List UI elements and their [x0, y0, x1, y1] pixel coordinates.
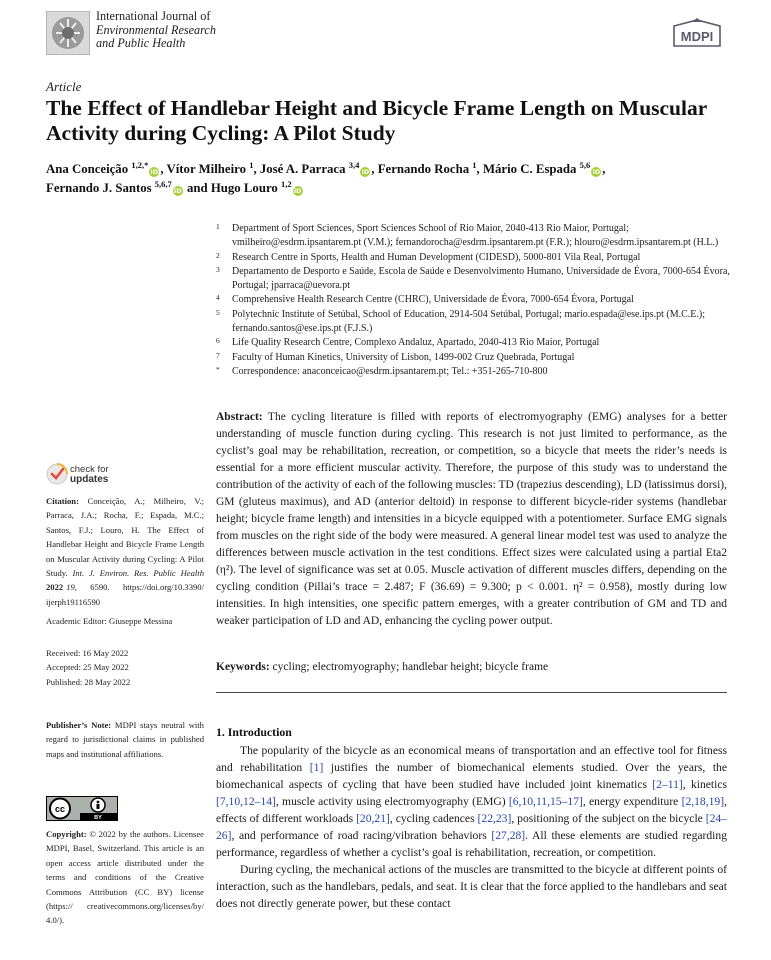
affiliation-number: 5 — [216, 307, 220, 317]
affiliation-number: 6 — [216, 336, 220, 346]
intro-text-segment: , effects of different workloads — [216, 795, 727, 825]
intro-text-segment: , energy expenditure — [582, 795, 682, 808]
author-affiliation-marker: 5,6,7 — [154, 179, 172, 189]
author-affiliation-marker: 3,4 — [348, 160, 360, 170]
academic-editor: Academic Editor: Giuseppe Messina — [46, 616, 173, 626]
affiliation-number: 1 — [216, 222, 220, 231]
orcid-icon[interactable]: iD — [361, 168, 370, 176]
intro-text-segment: The popularity of the bicycle as an economical means of transportation and an effective tool for fitness and rehabilitation — [216, 744, 727, 774]
article-type: Article — [46, 79, 82, 94]
author-separator: , — [160, 162, 167, 176]
intro-text-segment: , positioning of the subject on the bicycle — [511, 812, 706, 825]
section-divider — [216, 692, 727, 693]
intro-paragraph-2: During cycling, the mechanical actions of the muscles are transmitted to the bicycle at different points of interaction, such as the handlebars, pedals, and seat. It is clear that the force applied to the handlebars and seat does not directly generate power, but these contact — [216, 863, 727, 910]
intro-text-segment: , and performance of road racing/vibration behaviors — [231, 829, 492, 842]
intro-text-segment: , cycling cadences — [389, 812, 478, 825]
affiliation-text: Polytechnic Institute of Setúbal, School of Education, 2914-504 Setúbal, Portugal; mario.espada@ese.ips.pt (M.C.E.); fernando.santos@ese.ips.pt (F.J.S.) — [232, 308, 706, 335]
affiliation-item — [216, 293, 736, 307]
author-affiliation-marker: 1,2,* — [131, 160, 149, 170]
affiliation-text: Correspondence: anaconceicao@esdrm.ipsantarem.pt; Tel.: +351-265-710-800 — [232, 365, 548, 377]
author-name: Mário C. Espada — [482, 162, 577, 176]
check-for-updates-line2: updates — [70, 474, 109, 485]
affiliation-item — [216, 308, 736, 337]
author-separator: , — [371, 162, 378, 176]
journal-name-line2: Environmental Research — [96, 22, 216, 37]
affiliation-item — [216, 222, 736, 251]
citation-link[interactable]: [22,23] — [477, 812, 512, 825]
copyright-label: Copyright: — [46, 829, 87, 839]
cc-by-label: BY — [94, 815, 102, 821]
affiliation-item — [216, 251, 736, 265]
orcid-icon[interactable]: iD — [293, 187, 302, 195]
author-affiliation-marker: 1 — [472, 160, 477, 170]
publisher-name: MDPI — [680, 29, 714, 44]
keywords-text: cycling; electromyography; handlebar height; bicycle frame — [272, 661, 549, 673]
author-list — [46, 160, 746, 198]
citation-link[interactable]: [6,10,11,15–17] — [508, 795, 583, 808]
author-name: José A. Parraca — [259, 162, 346, 176]
journal-name-line3: and Public Health — [96, 36, 186, 50]
section-heading-introduction: 1. Introduction — [216, 725, 292, 739]
citation-journal: Int. J. Environ. Res. Public Health — [72, 568, 204, 579]
intro-paragraph-1 — [216, 742, 727, 861]
author-name: Vítor Milheiro — [166, 162, 246, 176]
affiliation-item — [216, 365, 736, 379]
orcid-icon[interactable]: iD — [592, 168, 601, 176]
author-separator: , — [602, 162, 606, 176]
cc-icon: cc — [54, 804, 66, 814]
affiliation-text: Research Centre in Sports, Health and Human Development (CIDESD), 5000-801 Vila Real, Portugal — [232, 251, 641, 263]
date-published: Published: 28 May 2022 — [46, 676, 131, 687]
check-for-updates-line1: check for — [70, 464, 109, 475]
orcid-icon[interactable]: iD — [150, 168, 159, 176]
citation-link[interactable]: [7,10,12–14] — [216, 795, 276, 808]
author-affiliation-marker: 1,2 — [281, 179, 292, 189]
publisher-note-label: Publisher’s Note: — [46, 720, 112, 730]
author-name: Hugo Louro — [210, 181, 278, 195]
date-accepted: Accepted: 25 May 2022 — [46, 662, 129, 673]
affiliation-number: 4 — [216, 293, 220, 303]
author-name: Fernando Rocha — [377, 162, 470, 176]
abstract — [216, 409, 727, 630]
author-affiliation-marker: 1 — [249, 160, 254, 170]
journal-name — [96, 10, 296, 51]
citation-link[interactable]: [1] — [309, 761, 324, 774]
dates-block — [46, 646, 204, 689]
affiliation-item — [216, 351, 736, 365]
citation-link[interactable]: [24–26] — [216, 812, 728, 842]
affiliation-text: Department of Sport Sciences, Sport Sciences School of Rio Maior, 2040-413 Rio Maior, Portugal; vmilheiro@esdrm.ipsantarem.pt (V.M.); fernandorocha@esdrm.ipsantarem.pt (F.R.); hlouro@esdrm.ipsantarem.pt (H.L.) — [232, 223, 719, 249]
journal-logo — [46, 11, 90, 55]
intro-text-segment: . All these elements are studied regarding performance, regardless of whether a cyclist’s goal is rehabilitation, recreation, or competition. — [216, 829, 727, 859]
citation-link[interactable]: [20,21] — [356, 812, 390, 825]
author-separator: and — [183, 181, 211, 195]
affiliation-number: 3 — [216, 264, 220, 274]
orcid-icon[interactable]: iD — [173, 187, 182, 195]
author-affiliation-marker: 5,6 — [579, 160, 591, 170]
copyright-block — [46, 827, 204, 928]
affiliation-number: 2 — [216, 250, 220, 260]
citation-link[interactable]: [2,18,19] — [681, 795, 725, 808]
author-name: Ana Conceição — [46, 162, 129, 176]
author-separator: , — [253, 162, 260, 176]
affiliation-text: Life Quality Research Centre, Complexo Andaluz, Apartado, 2040-413 Rio Maior, Portugal — [232, 337, 600, 349]
introduction-body — [216, 742, 727, 912]
citation-block — [46, 494, 204, 609]
publisher-note-text: MDPI stays neutral with regard to jurisdictional claims in published maps and institutional affiliations. — [46, 720, 204, 759]
intro-text-segment: , muscle activity using electromyography (EMG) — [275, 795, 509, 808]
citation-year: 2022 — [46, 582, 64, 593]
citation-link[interactable]: [2–11] — [652, 778, 683, 791]
affiliation-number: 7 — [216, 350, 220, 360]
author-separator: , — [476, 162, 483, 176]
abstract-label: Abstract: — [216, 411, 263, 423]
journal-name-line1: International Journal of — [96, 9, 211, 23]
publisher-note — [46, 718, 204, 761]
article-title: The Effect of Handlebar Height and Bicycle Frame Length on Muscular Activity during Cycling: A Pilot Study — [46, 96, 707, 145]
keywords-label: Keywords: — [216, 661, 270, 673]
check-for-updates-label — [70, 465, 109, 485]
intro-text-segment: , kinetics — [682, 778, 727, 791]
affiliation-item — [216, 265, 736, 294]
intro-text-segment: justifies the number of biomechanical elements studied. Over the years, the biomechanical aspects of cycling that have been studied have included joint kinematics — [216, 761, 728, 791]
cc-by-license-badge[interactable] — [46, 796, 118, 821]
author-name: Fernando J. Santos — [46, 181, 152, 195]
citation-volume: 19 — [66, 582, 75, 593]
affiliation-item — [216, 336, 736, 350]
copyright-text: © 2022 by the authors. Licensee MDPI, Basel, Switzerland. This article is an open access article distributed under the terms and conditions of the Creative Commons Attribution (CC BY) license (https:// creativecommons.org/licenses/by/ 4.0/). — [46, 829, 204, 926]
citation-link[interactable]: [27,28] — [491, 829, 526, 842]
date-received: Received: 16 May 2022 — [46, 648, 129, 658]
mdpi-logo — [668, 16, 726, 50]
citation-label: Citation: — [46, 496, 79, 506]
affiliations — [216, 222, 736, 379]
affiliation-number: * — [216, 364, 220, 374]
keywords — [216, 659, 727, 675]
affiliation-text: Faculty of Human Kinetics, University of Lisbon, 1499-002 Cruz Quebrada, Portugal — [232, 351, 575, 363]
citation-text: Conceição, A.; Milheiro, V.; Parraca, J.A.; Rocha, F.; Espada, M.C.; Santos, F.J.; Louro, H. The Effect of Handlebar Height and Bicycle Frame Length on Muscular Activity during Cycling: A Pilot Study. — [46, 496, 204, 579]
citation-pages-doi[interactable]: , 6590. https://doi.org/10.3390/ ijerph19116590 — [46, 582, 204, 607]
abstract-text: The cycling literature is filled with reports of electromyography (EMG) analyses for a better understanding of muscle function during cycling. This research is not just limited to performance, as the cyclist’s goal may be rehabilitation, recreation, or competition, so a bicycle that meets the rider’s needs is essential for a more efficient muscular activity. Therefore, the purpose of this study was to understand the contribution of the activity of each of the following muscles: TD (trapezius descending), LD (latissimus dorsi), GM (gluteus maximus), and AD (anterior deltoid) in response to different bicycle-rider systems (handlebar height; bicycle frame length) and intensities in a bicycle equipped with a potentiometer. Surface EMG signals from muscles on the right side of the body were measured. A general linear model test was used to analyze the differences between muscle activation in the test conditions. Effect sizes were calculated using a partial Eta2 (η²). The level of significance was set at 0.05. Muscle activation of different muscles differs, depending on the cycling condition (Pillai’s trace = 2.487; F (36.69) = 9.300; p < 0.001. η² = 0.958), mostly during low intensities. In high intensities, one specific pattern emerges, with a greater contribution of GM and TD and weaker participation of LD and AD, enhancing the cycling power output. — [216, 411, 728, 627]
affiliation-text: Comprehensive Health Research Centre (CHRC), Universidade de Évora, 7000-654 Évora, Portugal — [232, 294, 634, 306]
affiliation-text: Departamento de Desporto e Saúde, Escola de Saúde e Desenvolvimento Humano, Universidade de Évora, 7000-654 Évora, Portugal; jparraca@uevora.pt — [232, 265, 730, 292]
